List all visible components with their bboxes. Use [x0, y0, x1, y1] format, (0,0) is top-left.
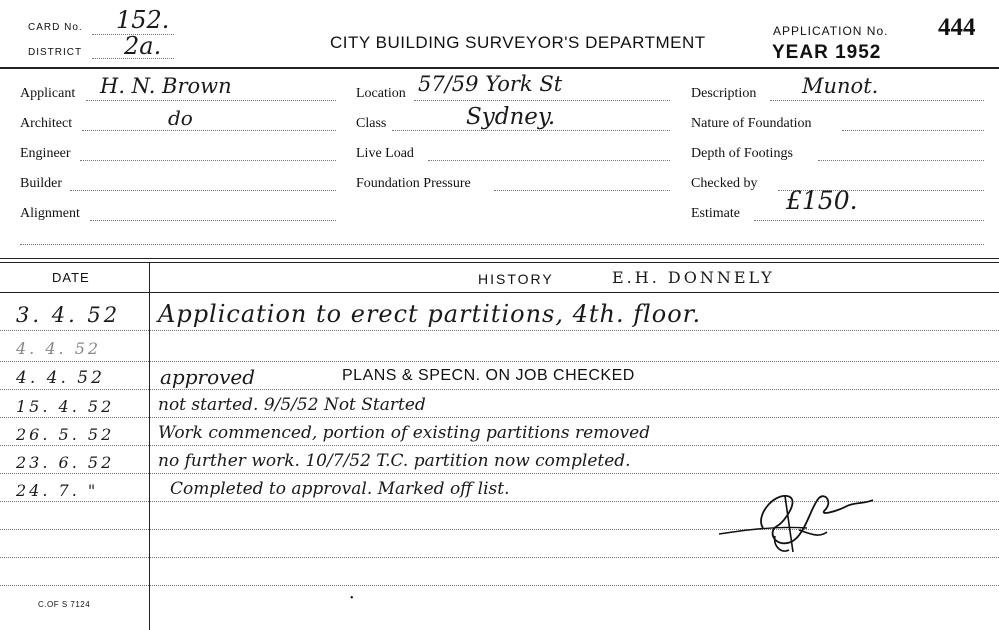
header-rule [0, 67, 999, 69]
live-load-line [428, 160, 670, 161]
class-line [392, 130, 670, 131]
row-line [0, 330, 999, 331]
history-row-date: 4. 4. 52 [16, 368, 105, 388]
checked-by-label: Checked by [691, 176, 758, 191]
application-no-label: APPLICATION No. [773, 24, 889, 38]
builder-label: Builder [20, 176, 62, 191]
bullet-mark: • [350, 593, 354, 604]
row-line [0, 585, 999, 586]
history-row-text: not started. 9/5/52 Not Started [158, 395, 426, 415]
row-line [0, 473, 999, 474]
history-row-date: 4. 4. 52 [16, 339, 102, 358]
location-line [414, 100, 670, 101]
estimate-value: £150. [786, 186, 858, 215]
details-rule-1 [0, 258, 999, 259]
architect-value: do [168, 106, 193, 130]
date-column-header: DATE [52, 270, 90, 285]
live-load-label: Live Load [356, 146, 414, 161]
district-label: DISTRICT [28, 47, 83, 58]
history-row-text: Work commenced, portion of existing partitions removed [158, 423, 651, 443]
location-label: Location [356, 86, 406, 101]
inspector-name: E.H. DONNELY [612, 268, 775, 287]
engineer-line [80, 160, 336, 161]
row-line [0, 389, 999, 390]
district-value: 2a. [124, 32, 162, 60]
row-line [0, 417, 999, 418]
alignment-label: Alignment [20, 206, 80, 221]
estimate-label: Estimate [691, 206, 740, 221]
card-no-value: 152. [116, 6, 170, 34]
applicant-label: Applicant [20, 86, 76, 101]
details-blank-line [20, 244, 984, 245]
foundation-pressure-line [494, 190, 670, 191]
row-line [0, 445, 999, 446]
description-label: Description [691, 86, 757, 101]
depth-of-footings-line [818, 160, 984, 161]
depth-of-footings-label: Depth of Footings [691, 146, 793, 161]
history-row-text: Application to erect partitions, 4th. floor. [158, 300, 702, 328]
architect-line [82, 130, 336, 131]
inspector-signature [715, 476, 895, 556]
date-column-divider [149, 262, 150, 630]
history-row-date: 15. 4. 52 [16, 397, 115, 416]
class-value: Sydney. [466, 104, 556, 130]
estimate-line [754, 220, 984, 221]
description-line [770, 100, 984, 101]
builder-line [70, 190, 336, 191]
department-title: CITY BUILDING SURVEYOR'S DEPARTMENT [330, 33, 706, 52]
signature-icon [715, 476, 895, 556]
printer-reference: C.OF S 7124 [38, 600, 91, 609]
application-no-value: 444 [938, 14, 976, 41]
history-row-text: approved [160, 365, 256, 389]
foundation-pressure-label: Foundation Pressure [356, 176, 471, 191]
history-row-date: 3. 4. 52 [16, 303, 121, 327]
history-row-text: Completed to approval. Marked off list. [170, 479, 510, 499]
architect-label: Architect [20, 116, 73, 131]
history-column-header: HISTORY [478, 271, 554, 287]
history-row-date: 26. 5. 52 [16, 425, 115, 444]
applicant-value: H. N. Brown [100, 74, 232, 98]
year-label: YEAR 1952 [772, 42, 882, 63]
history-row-text: no further work. 10/7/52 T.C. partition now completed. [158, 451, 631, 471]
alignment-line [90, 220, 336, 221]
row-line [0, 361, 999, 362]
card-no-label: CARD No. [28, 22, 83, 33]
row-line [0, 557, 999, 558]
history-row-date: 23. 6. 52 [16, 453, 115, 472]
applicant-line [86, 100, 336, 101]
description-value: Munot. [802, 74, 879, 98]
history-row-date: 24. 7. " [16, 481, 99, 500]
engineer-label: Engineer [20, 146, 71, 161]
history-row-stamp: PLANS & SPECN. ON JOB CHECKED [342, 367, 635, 384]
nature-of-foundation-label: Nature of Foundation [691, 116, 812, 131]
nature-of-foundation-line [842, 130, 984, 131]
location-value: 57/59 York St [418, 72, 563, 96]
class-label: Class [356, 116, 387, 131]
